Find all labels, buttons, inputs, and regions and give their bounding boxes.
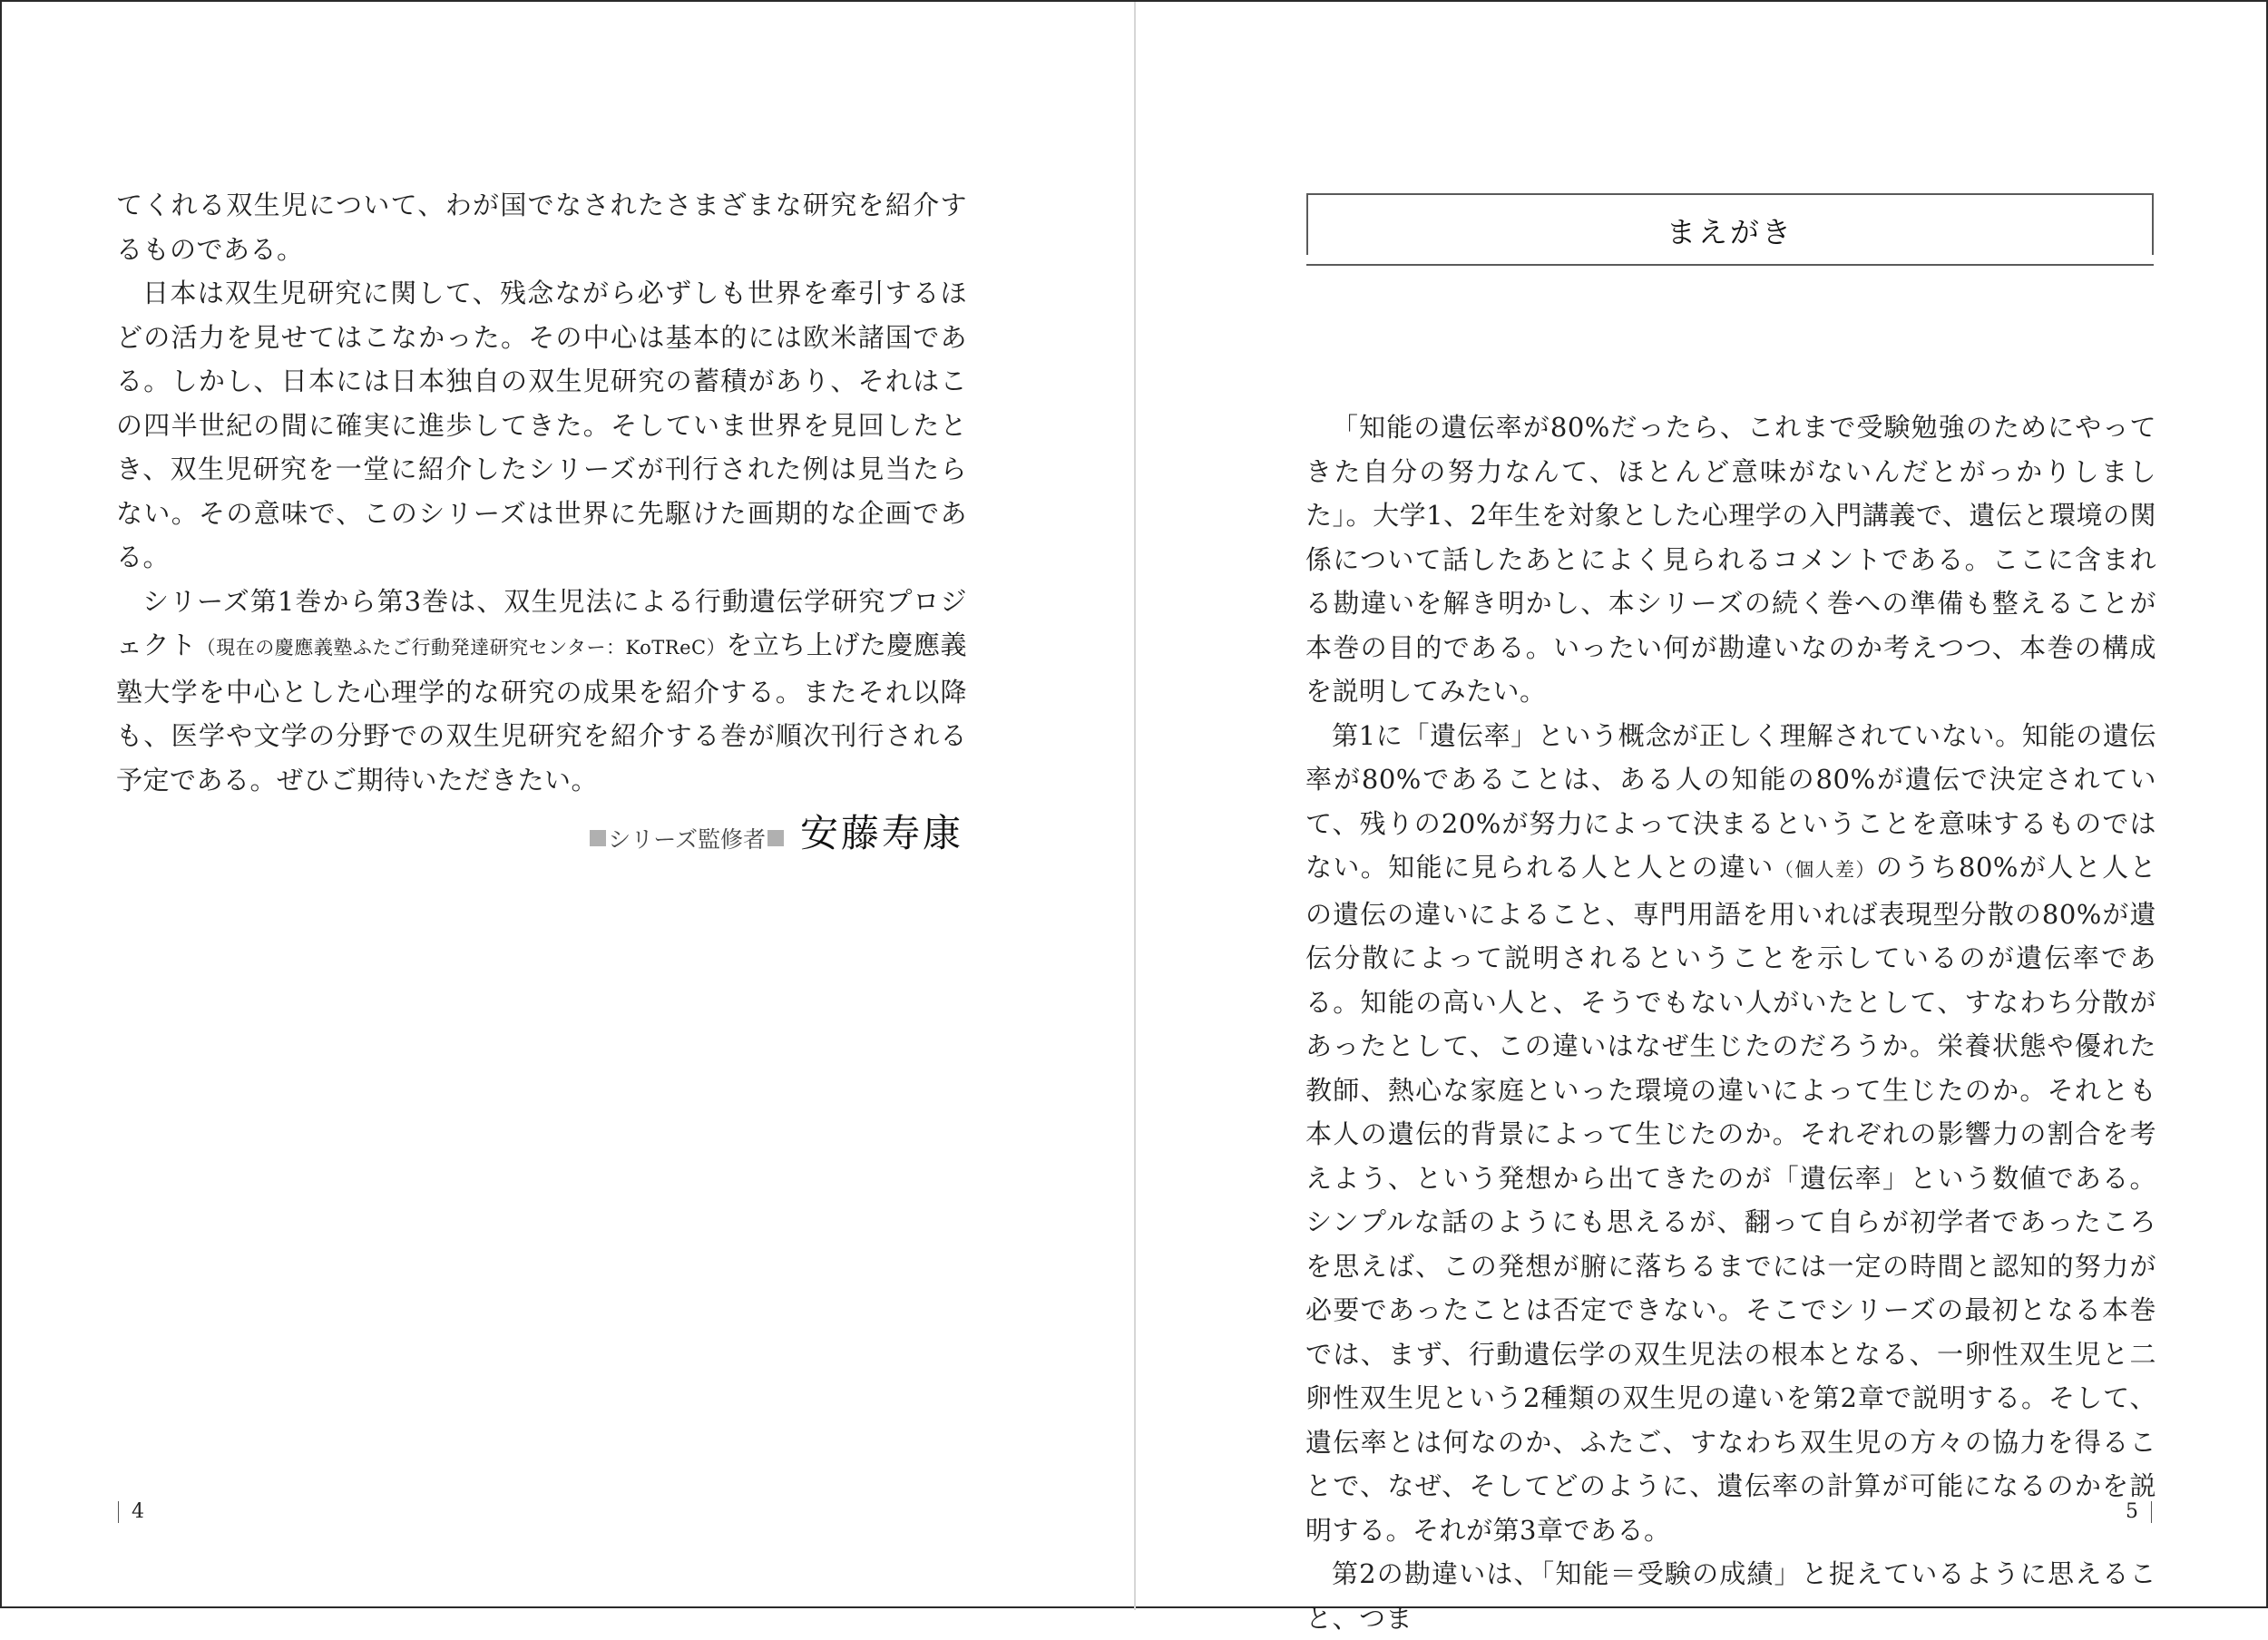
left-page-body	[116, 183, 967, 802]
left-paragraph-3-part-b: を立ち上げた慶應義塾大学を中心とした心理学的な研究の成果を紹介する。またそれ以降も、医学や文学の分野での双生児研究を紹介する巻が順次刊行される予定である。ぜひご期待いただきたい。	[116, 630, 967, 796]
folio-bar	[118, 1501, 119, 1523]
square-bullet-icon	[590, 830, 606, 846]
left-paragraph-3-part-a: シリーズ第1巻から第3巻は、双生児法による行動遺伝学研究プロジェクト	[116, 585, 967, 660]
signature-name: 安藤寿康	[799, 811, 963, 855]
right-page-body	[1305, 405, 2156, 1640]
signature	[590, 804, 963, 858]
left-paragraph-2: 日本は双生児研究に関して、残念ながら必ずしも世界を牽引するほどの活力を見せてはこなかった。その中心は基本的には欧米諸国である。しかし、日本には日本独自の双生児研究の蓄積があり、それはこの四半世紀の間に確実に進歩してきた。そしていま世界を見回したとき、双生児研究を一堂に紹介したシリーズが刊行された例は見当たらない。その意味で、このシリーズは世界に先駆けた画期的な企画である。	[116, 278, 967, 572]
left-paragraph-3	[116, 580, 967, 803]
kotrec-note: （現在の慶應義塾ふたご行動発達研究センター：KoTReC）	[196, 637, 727, 659]
left-paragraph-1: てくれる双生児について、わが国でなされたさまざまな研究を紹介するものである。	[116, 190, 967, 265]
right-paragraph-1: 「知能の遺伝率が80%だったら、これまで受験勉強のためにやってきた自分の努力なんて、ほとんど意味がないんだとがっかりしました」。大学1、2年生を対象とした心理学の入門講義で、遺伝と環境の関係について話したあとによく見られるコメントである。ここに含まれる勘違いを解き明かし、本シリーズの続く巻への準備も整えることが本巻の目的である。いったい何が勘違いなのか考えつつ、本巻の構成を説明してみたい。	[1305, 412, 2156, 707]
chapter-heading-box	[1306, 193, 2154, 266]
right-paragraph-3: 第2の勘違いは、「知能＝受験の成績」と捉えているように思えること、つま	[1305, 1558, 2156, 1634]
individual-difference-note: （個人差）	[1774, 859, 1876, 881]
square-bullet-icon	[767, 830, 784, 846]
folio-bar	[2151, 1501, 2152, 1523]
left-page-number	[118, 1500, 144, 1523]
right-paragraph-2-part-a: 第1に「遺伝率」という概念が正しく理解されていない。知能の遺伝率が80%であることは、ある人の知能の80%が遺伝で決定されていて、残りの20%が努力によって決まるということを意味するものではない。知能に見られる人と人との違い	[1305, 719, 2156, 883]
signature-role-label: シリーズ監修者	[608, 826, 766, 853]
right-paragraph-2	[1305, 714, 2156, 1553]
left-page-number-text: 4	[132, 1500, 144, 1523]
signature-role	[590, 822, 784, 854]
chapter-heading: まえがき	[1666, 215, 1794, 249]
right-page-number	[2126, 1500, 2152, 1523]
right-page-number-text: 5	[2126, 1500, 2138, 1523]
right-paragraph-2-part-b: のうち80%が人と人との遺伝の違いによること、専門用語を用いれば表現型分散の80%が遺伝分散によって説明されるということを示しているのが遺伝率である。知能の高い人と、そうでもない人がいたとして、すなわち分散があったとして、この違いはなぜ生じたのだろうか。栄養状態や優れた教師、熱心な家庭といった環境の違いによって生じたのか。それとも本人の遺伝的背景によって生じたのか。それぞれの影響力の割合を考えよう、という発想から出てきたのが「遺伝率」という数値である。シンプルな話のようにも思えるが、翻って自らが初学者であったころを思えば、この発想が腑に落ちるまでには一定の時間と認知的努力が必要であったことは否定できない。そこでシリーズの最初となる本巻では、まず、行動遺伝学の双生児法の根本となる、一卵性双生児と二卵性双生児という2種類の双生児の違いを第2章で説明する。そして、遺伝率とは何なのか、ふたご、すなわち双生児の方々の協力を得ることで、なぜ、そしてどのように、遺伝率の計算が可能になるのかを説明する。それが第3章である。	[1305, 852, 2156, 1546]
gutter-line	[1134, 2, 1136, 1610]
